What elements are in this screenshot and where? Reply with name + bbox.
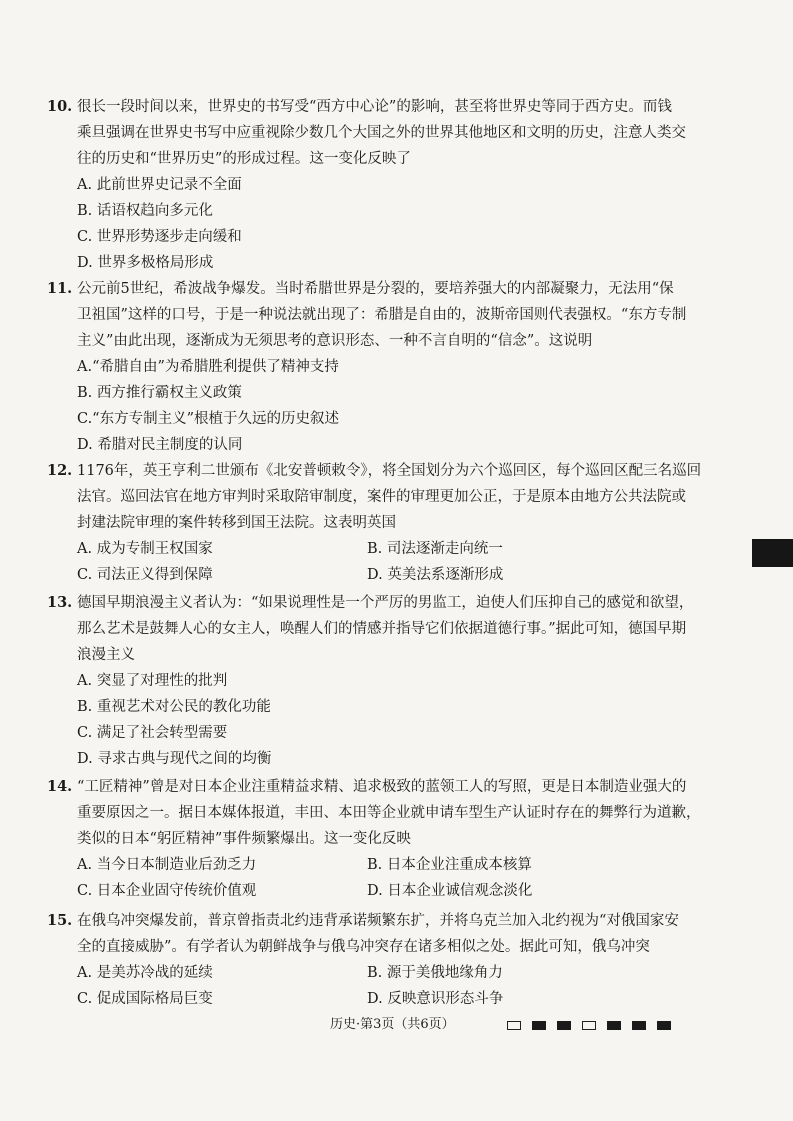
question-number: 11.: [47, 280, 73, 297]
option-a: A. 当今日本制造业后劲乏力: [77, 857, 257, 873]
question-number: 14.: [47, 778, 73, 795]
page-footer: 历史·第3页（共6页）: [330, 1017, 455, 1032]
option-a: A. 是美苏冷战的延续: [77, 965, 213, 981]
solid-block-mark: [657, 1021, 671, 1030]
option-a: A. 成为专制王权国家: [77, 541, 213, 557]
option-b: B. 重视艺术对公民的教化功能: [77, 699, 271, 715]
option-d: D. 英美法系逐渐形成: [367, 567, 504, 583]
option-d: D. 日本企业诚信观念淡化: [367, 883, 533, 899]
question-stem-line: 全的直接威胁”。有学者认为朝鲜战争与俄乌冲突存在诸多相似之处。据此可知，俄乌冲突: [77, 939, 650, 955]
option-d: D. 反映意识形态斗争: [367, 991, 504, 1007]
question-stem-line: 1176年，英王亨利二世颁布《北安普顿敕令》，将全国划分为六个巡回区，每个巡回区配三名巡回: [77, 463, 702, 479]
option-c: C. 促成国际格局巨变: [77, 991, 213, 1007]
hollow-block-mark: [507, 1021, 521, 1030]
question-stem-line: 封建法院审理的案件转移到国王法院。这表明英国: [77, 515, 396, 531]
question-stem-line: 浪漫主义: [77, 647, 135, 663]
question-number: 12.: [47, 462, 73, 479]
question-stem-line: 重要原因之一。据日本媒体报道，丰田、本田等企业就申请车型生产认证时存在的舞弊行为道歉，: [77, 805, 701, 821]
option-b: B. 司法逐渐走向统一: [367, 541, 503, 557]
question-stem-line: 类似的日本“躬匠精神”事件频繁爆出。这一变化反映: [77, 831, 411, 847]
solid-block-mark: [632, 1021, 646, 1030]
question-stem-line: “工匠精神”曾是对日本企业注重精益求精、追求极致的蓝领工人的写照，更是日本制造业强大的: [77, 779, 687, 795]
question-stem-line: 卫祖国”这样的口号，于是一种说法就出现了：希腊是自由的，波斯帝国则代表强权。“东方专制: [77, 307, 687, 323]
option-a: A. 此前世界史记录不全面: [77, 177, 242, 193]
question-stem-line: 公元前5世纪，希波战争爆发。当时希腊世界是分裂的，要培养强大的内部凝聚力，无法用“保: [77, 281, 674, 297]
question-number: 13.: [47, 594, 73, 611]
question-stem-line: 很长一段时间以来，世界史的书写受“西方中心论”的影响，甚至将世界史等同于西方史。而钱: [77, 99, 672, 115]
question-number: 10.: [47, 98, 73, 115]
question-stem-line: 往的历史和“世界历史”的形成过程。这一变化反映了: [77, 151, 411, 167]
option-b: B. 西方推行霸权主义政策: [77, 385, 242, 401]
solid-block-mark: [607, 1021, 621, 1030]
option-d: D. 世界多极格局形成: [77, 255, 214, 271]
option-a: A. 突显了对理性的批判: [77, 673, 228, 689]
option-b: B. 源于美俄地缘角力: [367, 965, 503, 981]
option-c: C.“东方专制主义”根植于久远的历史叙述: [77, 411, 340, 427]
question-number: 15.: [47, 912, 73, 929]
solid-block-mark: [532, 1021, 546, 1030]
question-stem-line: 乘旦强调在世界史书写中应重视除少数几个大国之外的世界其他地区和文明的历史，注意人类交: [77, 125, 686, 141]
question-stem-line: 那么艺术是鼓舞人心的女主人，唤醒人们的情感并指导它们依据道德行事。”据此可知，德国早期: [77, 621, 687, 637]
option-b: B. 日本企业注重成本核算: [367, 857, 532, 873]
question-stem-line: 在俄乌冲突爆发前，普京曾指责北约违背承诺频繁东扩，并将乌克兰加入北约视为“对俄国家安: [77, 913, 679, 929]
option-c: C. 满足了社会转型需要: [77, 725, 228, 741]
question-stem-line: 主义”由此出现，逐渐成为无须思考的意识形态、一种不言自明的“信念”。这说明: [77, 333, 593, 349]
option-d: D. 希腊对民主制度的认同: [77, 437, 243, 453]
option-a: A.“希腊自由”为希腊胜利提供了精神支持: [77, 359, 339, 375]
option-c: C. 日本企业固守传统价值观: [77, 883, 257, 899]
solid-block-mark: [557, 1021, 571, 1030]
option-b: B. 话语权趋向多元化: [77, 203, 213, 219]
option-d: D. 寻求古典与现代之间的均衡: [77, 751, 272, 767]
question-stem-line: 法官。巡回法官在地方审判时采取陪审制度，案件的审理更加公正，于是原本由地方公共法院或: [77, 489, 686, 505]
question-stem-line: 德国早期浪漫主义者认为：“如果说理性是一个严厉的男监工，迫使人们压抑自己的感觉和欲望，: [77, 595, 694, 611]
hollow-block-mark: [582, 1021, 596, 1030]
option-c: C. 世界形势逐步走向缓和: [77, 229, 242, 245]
option-c: C. 司法正义得到保障: [77, 567, 213, 583]
side-edge-tab: [752, 539, 793, 567]
